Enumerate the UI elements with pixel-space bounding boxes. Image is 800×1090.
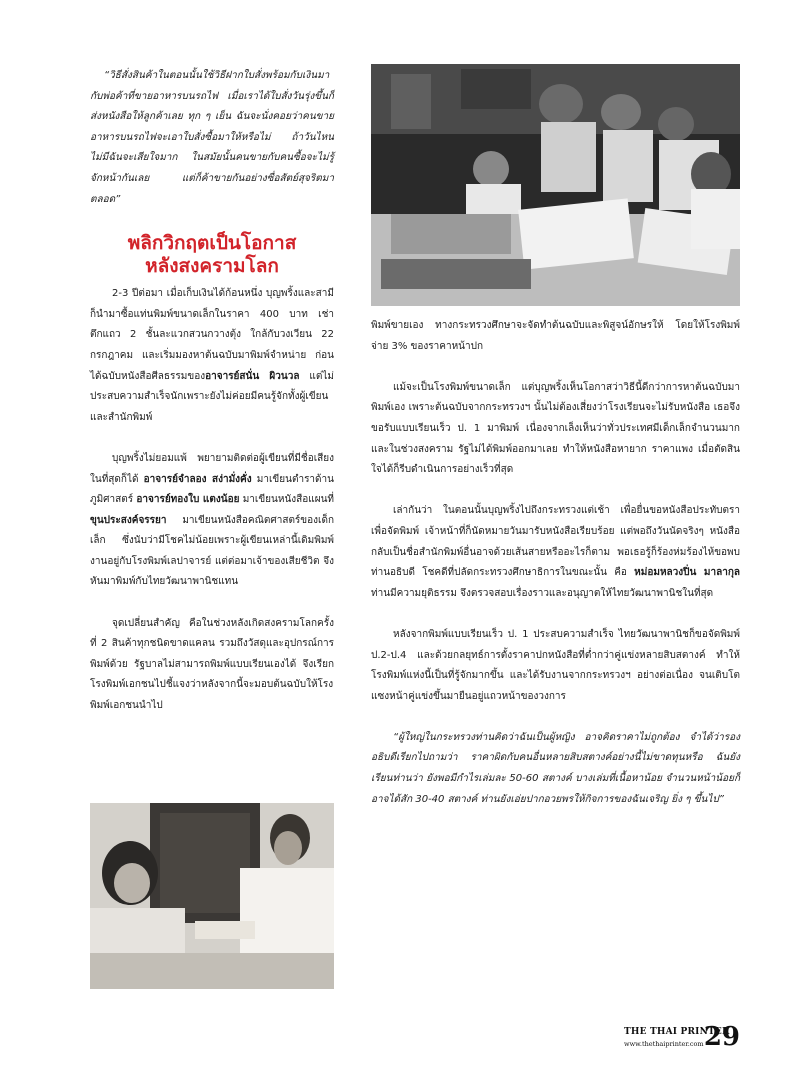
paragraph-authors (90, 449, 334, 593)
paragraph-opportunity: แม้จะเป็นโรงพิมพ์ขนาดเล็ก แต่บุญพริ้งเห็นโอกาสว่าวิธีนี้ดีกว่าการหาต้นฉบับมาพิมพ์เอง เพราะต้นฉบับจากกระทรวงฯ นั้นไม่ต้องเสี่ยงว่าโรงเรียนจะไม่รับหนังสือ เธอจึงขอรับแบบเรียนเร็ว ป. 1 มาพิมพ์ เนื่องจากเล็งเห็นว่าทั่วประเทศมีเด็กเล็กจำนวนมาก และในช่วงสงคราม รัฐไม่ได้พิมพ์ออกมาเลย ทำให้หนังสือหายาก ราคาแพง เมื่อตัดสินใจได้ก็รีบดำเนินการอย่างเร็วที่สุด (371, 381, 740, 476)
page-footer (624, 1022, 744, 1052)
author-name: อาจารย์สนั่น ผิวนวล (205, 370, 300, 382)
right-column (371, 316, 740, 810)
paragraph-text: มาเขียนหนังสือแผนที่ (239, 494, 335, 506)
paragraph-text: มาเขียนหนังสือคณิตศาสตร์ของเด็กเล็ก ซึ่งนับว่ามีโชคไม่น้อยเพราะผู้เขียนเหล่านี้เดิมพิมพ์งานอยู่กับโรงพิมพ์เลปาจารย์ แต่ต่อมาเจ้าของเสียชีวิต จึงหันมาพิมพ์กับไทยวัฒนาพานิชแทน (90, 514, 334, 588)
magazine-name: THE THAI PRINTER (624, 1027, 730, 1037)
paragraph-text: ท่านมีความยุติธรรม จึงตรวจสอบเรื่องราวและอนุญาตให้ไทยวัฒนาพานิชในที่สุด (371, 587, 714, 599)
paragraph-text: เล่ากันว่า ในตอนนั้นบุญพริ้งไปถึงกระทรวงแต่เช้า เพื่อยื่นขอหนังสือประทับตราเพื่อจัดพิมพ์ เจ้าหน้าที่ก็นัดหมายวันมารับหนังสือเรียบร้อย แต่พอถึงวันนัดจริงๆ หนังสือกลับเป็นชื่อสำนักพิมพ์อื่นอาจด้วยเส้นสายหรืออะไรก็ตาม พอเธอรู้ก็ร้องห่มร้องไห้ขอพบท่านอธิบดี โชคดีที่ปลัดกระทรวงศึกษาธิการในขณะนั้น คือ (371, 505, 740, 579)
section-heading-line-2: หลังสงครามโลก (145, 255, 279, 278)
paragraph-turning-point: จุดเปลี่ยนสำคัญ คือในช่วงหลังเกิดสงครามโลกครั้งที่ 2 สินค้าทุกชนิดขาดแคลน รวมถึงวัสดุและอุปกรณ์การพิมพ์ด้วย รัฐบาลไม่สามารถพิมพ์แบบเรียนเองได้ จึงเรียกโรงพิมพ์เอกชนไปชี้แจงว่าหลังจากนี้จะมอบต้นฉบับให้โรงพิมพ์เอกชนนำไป (90, 617, 334, 712)
official-name: หม่อมหลวงปิ่น มาลากุล (634, 567, 740, 579)
paragraph-printing-press (90, 284, 334, 428)
author-name: อาจารย์ทองใบ แตงน้อย (136, 494, 240, 506)
paragraph-text: บุญพริ้งไม่ยอมแพ้ พยายามติดต่อผู้เขียนที่มีชื่อเสียง ในที่สุดก็ได้ (90, 452, 334, 485)
magazine-url: www.thethaiprinter.com (624, 1040, 704, 1048)
printing-shop-photo (371, 64, 740, 306)
paragraph-continuation: พิมพ์ขายเอง ทางกระทรวงศึกษาจะจัดทำต้นฉบับและพิสูจน์อักษรให้ โดยให้โรงพิมพ์จ่าย 3% ของราคาหน้าปก (371, 320, 740, 352)
paragraph-text: 2-3 ปีต่อมา เมื่อเก็บเงินได้ก้อนหนึ่ง บุญพริ้งและสามีก็นำมาซื้อแท่นพิมพ์ขนาดเล็กในราคา 400 บาท เช่าตึกแถว 2 ชั้นละแวกสวนกวางตุ้ง ใกล้กับวงเวียน 22 กรกฎาคม และเริ่มมองหาต้นฉบับมาพิมพ์จำหน่าย ก่อนได้ฉบับหนังสือศีลธรรมของ (90, 288, 334, 382)
handshake-photo (90, 803, 334, 989)
opening-quote: “วิธีสั่งสินค้าในตอนนั้นใช้วิธีฝากใบสั่งพร้อมกับเงินมากับพ่อค้าที่ขายอาหารบนรถไฟ เมื่อเราได้ใบสั่งวันรุ่งขึ้นก็ส่งหนังสือให้ลูกค้าเลย ทุก ๆ เย็น ฉันจะนั่งคอยว่าคนขายอาหารบนรถไฟจะเอาใบสั่งซื้อมาให้หรือไม่ ถ้าวันไหนไม่มีฉันจะเสียใจมาก ในสมัยนั้นคนขายกับคนซื้อจะไม่รู้จักหน้ากันเลย แต่ก็ค้าขายกันอย่างซื่อสัตย์สุจริตมาตลอด” (90, 70, 334, 205)
closing-quote: “ผู้ใหญ่ในกระทรวงท่านคิดว่าฉันเป็นผู้หญิง อาจคิดราคาไม่ถูกต้อง จำได้ว่ารองอธิบดีเรียกไปถามว่า ราคาผิดกับคนอื่นหลายสิบสตางค์อย่างนี้ไม่ขาดทุนหรือ ฉันยังเรียนท่านว่า ยังพอมีกำไรเล่มละ 50-60 สตางค์ บางเล่มที่เนื้อหาน้อย จำนวนหน้าน้อยก็อาจได้สัก 30-40 สตางค์ ท่านยังเอ่ยปากอวยพรให้กิจการของฉันเจริญ ยิ่ง ๆ ขึ้นไป” (371, 731, 740, 805)
section-heading (90, 232, 334, 278)
paragraph-success: หลังจากพิมพ์แบบเรียนเร็ว ป. 1 ประสบความสำเร็จ ไทยวัฒนาพานิชก็ขอจัดพิมพ์ ป.2-ป.4 และด้วยกลยุทธ์การตั้งราคาปกหนังสือที่ต่ำกว่าคู่แข่งหลายสิบสตางค์ ทำให้โรงพิมพ์แห่งนี้เป็นที่รู้จักมากขึ้น และได้รับงานจากกระทรวงฯ อย่างต่อเนื่อง จนเติบโตแซงหน้าคู่แข่งขึ้นมายืนอยู่แถวหน้าของวงการ (371, 628, 740, 702)
paragraph-text: แต่ไม่ประสบความสำเร็จนักเพราะยังไม่ค่อยมีคนรู้จักทั้งผู้เขียนและสำนักพิมพ์ (90, 370, 334, 423)
author-name: อาจารย์จำลอง สง่ามั่งคั่ง (143, 473, 252, 485)
paragraph-text: มาเขียนตำราด้านภูมิศาสตร์ (90, 473, 334, 506)
author-name: ขุนประสงค์จรรยา (90, 514, 167, 526)
paragraph-ministry (371, 501, 740, 604)
section-heading-line-1: พลิกวิกฤตเป็นโอกาส (127, 232, 297, 255)
page-number: 29 (703, 1022, 740, 1052)
left-column (90, 66, 334, 737)
